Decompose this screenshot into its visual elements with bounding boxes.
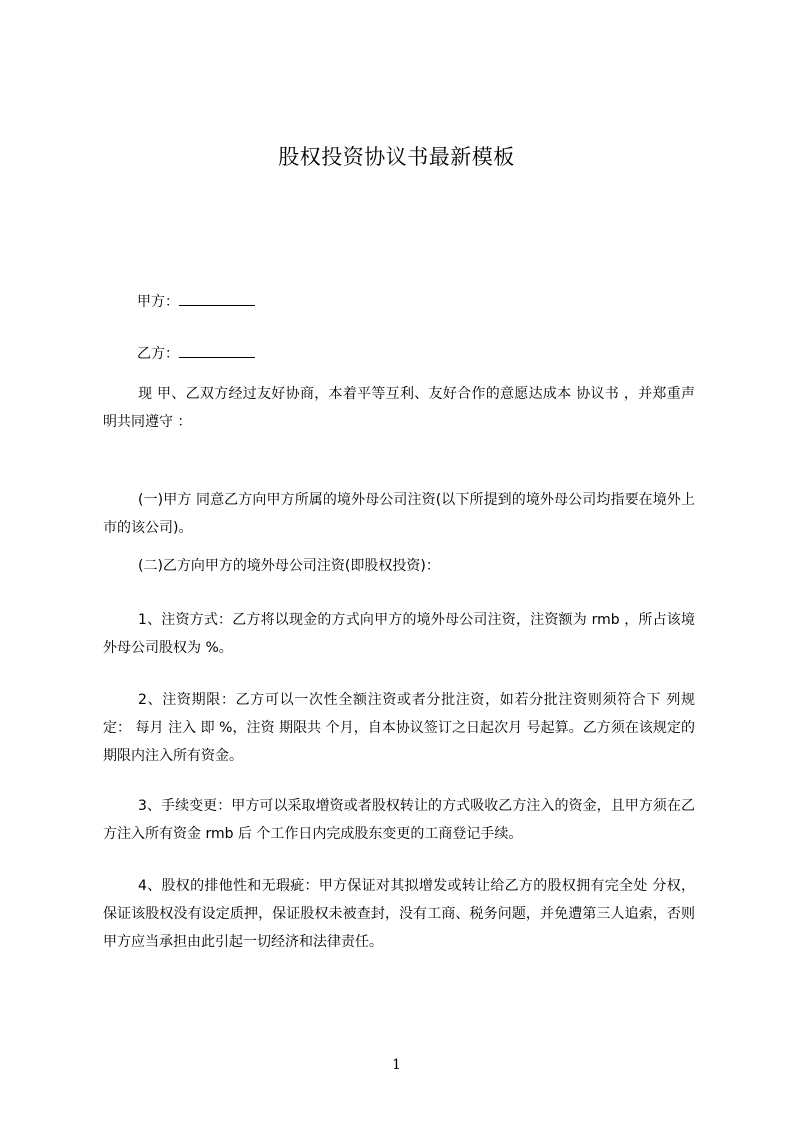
clause-2-heading: (二)乙方向甲方的境外母公司注资(即股权投资)： — [138, 558, 440, 574]
clause-2-item-2: 2、注资期限：乙方可以一次性全额注资或者分批注资，如若分批注资则须符合下 列规定： 每月 注入 即 %，注资 期限共 个月，自本协议签订之日起次月 号起算。乙方须在该规定的期限内注入所有资金。 — [103, 692, 695, 764]
clause-2-item-3: 3、手续变更：甲方可以采取增资或者股权转让的方式吸收乙方注入的资金，且甲方须在乙方注入所有资金 rmb 后 个工作日内完成股东变更的工商登记手续。 — [103, 798, 695, 842]
party-a-label: 甲方： — [137, 294, 179, 310]
intro-paragraph: 现 甲、乙双方经过友好协商，本着平等互利、友好合作的意愿达成本 协议书 ，并郑重声明共同遵守 ： — [103, 386, 695, 430]
clause-2-item-4: 4、股权的排他性和无瑕疵：甲方保证对其拟增发或转让给乙方的股权拥有完全处 分权，保证该股权没有设定质押，保证股权未被查封，没有工商、税务问题，并免遭第三人追索，否则甲方应当承担由此引起一切经济和法律责任。 — [103, 878, 695, 950]
party-b-label: 乙方： — [137, 346, 179, 362]
party-b-line — [137, 343, 255, 364]
clause-2-item-1: 1、注资方式：乙方将以现金的方式向甲方的境外母公司注资，注资额为 rmb ，所占该境外母公司股权为 %。 — [103, 612, 695, 656]
party-a-line — [137, 291, 255, 312]
document-title: 股权投资协议书最新模板 — [278, 145, 515, 169]
clause-1-paragraph: (一)甲方 同意乙方向甲方所属的境外母公司注资(以下所提到的境外母公司均指要在境外上市的该公司)。 — [103, 492, 695, 536]
party-a-blank — [179, 291, 255, 306]
page-number: 1 — [392, 1057, 401, 1073]
party-b-blank — [179, 343, 255, 358]
